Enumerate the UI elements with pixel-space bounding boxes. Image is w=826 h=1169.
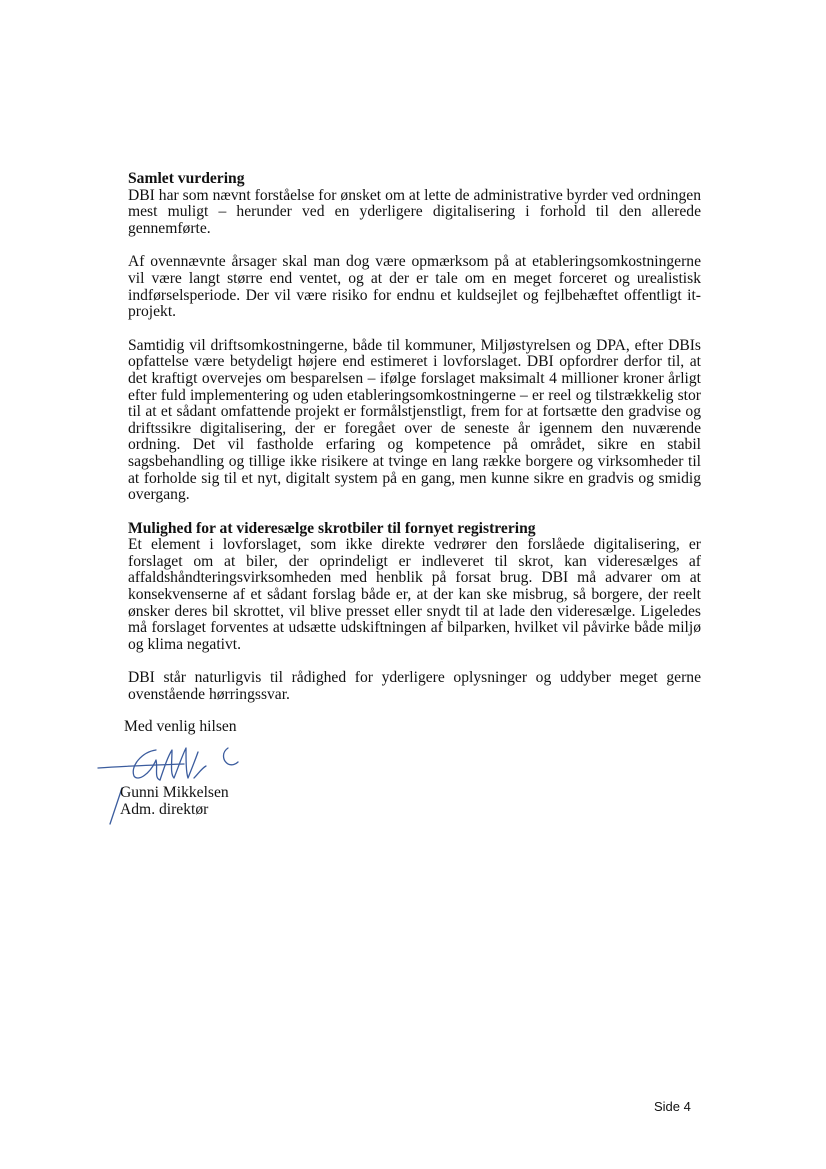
section-heading-skrotbiler: Mulighed for at videresælge skrotbiler til fornyet registrering: [128, 519, 536, 537]
signer-name: Gunni Mikkelsen: [120, 784, 229, 801]
closing-greeting: Med venlig hilsen: [124, 718, 237, 735]
signer-block: [120, 784, 229, 818]
page-number: Side 4: [654, 1099, 691, 1114]
paragraph: DBI har som nævnt forståelse for ønsket om at lette de administrative byrder ved ordningen mest muligt – herunder ved en yderligere digitalisering i forhold til den allerede gennemførte.: [128, 186, 701, 237]
letter-body: [128, 171, 701, 704]
paragraph: Samtidig vil driftsomkostningerne, både til kommuner, Miljøstyrelsen og DPA, efter DBIs opfattelse være betydeligt højere end estimeret i lovforslaget. DBI opfordrer derfor til, at det kraftigt overvejes om besparelsen – ifølge forslaget maksimalt 4 millioner kroner årligt efter fuld implementering og uden etableringsomkostningerne – er reel og tilstrækkelig stor til at et sådant omfattende projekt er formålstjenstligt, frem for at fortsætte den gradvise og driftssikre digitalisering, der er foregået over de seneste år igennem den nuværende ordning. Det vil fastholde erfaring og kompetence på området, sikre en stabil sagsbehandling og tillige ikke risikere at tvinge en lang række borgere og virksomheder til at forholde sig til et nyt, digitalt system på en gang, men kunne sikre en gradvis og smidig overgang.: [128, 336, 701, 504]
section-heading-samlet-vurdering: Samlet vurdering: [128, 170, 245, 187]
paragraph: DBI står naturligvis til rådighed for yderligere oplysninger og uddyber meget gerne ovenstående hørringssvar.: [128, 669, 701, 704]
paragraph: Af ovennævnte årsager skal man dog være opmærksom på at etableringsomkostningerne vil være langt større end ventet, og at der er tale om en meget forceret og urealistisk indførselsperiode. Der vil være risiko for endnu et kuldsejlet og fejlbehæftet offentligt it-projekt.: [128, 253, 701, 321]
paragraph: Et element i lovforslaget, som ikke direkte vedrører den forslåede digitalisering, er forslaget om at biler, der oprindeligt er indleveret til skrot, kan videresælges af affaldshåndteringsvirksomheden med henblik på forsat brug. DBI må advarer om at konsekvenserne af et sådant forslag både er, at der kan ske misbrug, så borgere, der reelt ønsker deres bil skrottet, vil blive presset eller snydt til at lade den videresælge. Ligeledes må forslaget forventes at udsætte udskiftningen af bilparken, hvilket vil påvirke både miljø og klima negativt.: [128, 536, 701, 653]
signer-title: Adm. direktør: [120, 801, 209, 818]
